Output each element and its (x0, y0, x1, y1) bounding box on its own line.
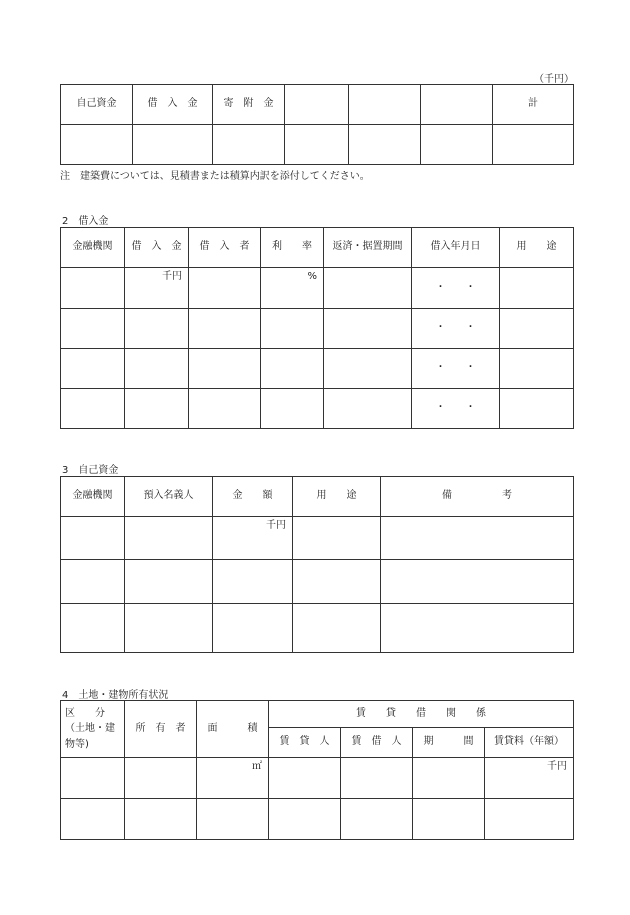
header-annual-rent: 賃貸料（年額） (485, 728, 574, 758)
header-lessee: 賃 借 人 (341, 728, 413, 758)
cell[interactable] (125, 604, 213, 653)
cell[interactable] (125, 560, 213, 604)
cell[interactable] (261, 349, 324, 389)
cell[interactable] (324, 389, 412, 429)
table-row (61, 758, 574, 799)
header-lessor: 賃 貸 人 (269, 728, 341, 758)
cell[interactable] (197, 799, 269, 840)
table-row (61, 268, 574, 309)
cell[interactable] (61, 268, 125, 309)
date-dots[interactable]: ・ ・ (412, 309, 500, 349)
table-row (61, 799, 574, 840)
section-3-title: 3 自己資金 (62, 465, 119, 476)
header-purpose: 用 途 (500, 228, 574, 268)
cell[interactable] (293, 517, 381, 560)
header-borrower: 借 入 者 (189, 228, 261, 268)
table-row (61, 349, 574, 389)
estimate-note: 注 建築費については、見積書または積算内訳を添付してください。 (60, 171, 370, 182)
unit-note: （千円） (534, 74, 574, 85)
cell[interactable] (61, 799, 125, 840)
header-owner: 所 有 者 (125, 701, 197, 758)
loan-table (60, 227, 574, 429)
cell[interactable] (189, 349, 261, 389)
cell[interactable] (324, 349, 412, 389)
header-loan-date: 借入年月日 (412, 228, 500, 268)
header-area: 面 積 (197, 701, 269, 758)
section-2-title: 2 借入金 (62, 216, 109, 227)
cell[interactable] (500, 309, 574, 349)
unit-thousand-yen[interactable]: 千円 (125, 268, 189, 309)
cell[interactable] (61, 560, 125, 604)
date-dots[interactable]: ・ ・ (412, 268, 500, 309)
cell[interactable] (485, 799, 574, 840)
cell[interactable] (133, 125, 213, 165)
cell[interactable] (125, 349, 189, 389)
table-row (61, 517, 574, 560)
cell[interactable] (324, 268, 412, 309)
header-interest-rate: 利 率 (261, 228, 324, 268)
cell[interactable] (61, 604, 125, 653)
unit-square-meter[interactable]: ㎡ (197, 758, 269, 799)
cell[interactable] (381, 560, 574, 604)
cell[interactable] (269, 799, 341, 840)
cell[interactable] (125, 517, 213, 560)
cell[interactable] (125, 389, 189, 429)
cell[interactable] (61, 349, 125, 389)
cell[interactable] (61, 309, 125, 349)
cell[interactable] (261, 309, 324, 349)
header-bank: 金融機関 (61, 228, 125, 268)
cell[interactable] (261, 389, 324, 429)
cell[interactable] (493, 125, 574, 165)
cell[interactable] (189, 268, 261, 309)
cell[interactable] (293, 604, 381, 653)
date-dots[interactable]: ・ ・ (412, 349, 500, 389)
header-loan-amount: 借 入 金 (125, 228, 189, 268)
unit-percent[interactable]: % (261, 268, 324, 309)
cell[interactable] (293, 560, 381, 604)
header-own-funds: 自己資金 (61, 85, 133, 125)
property-table (60, 700, 574, 840)
header-category: 区 分 （土地・建 物等) (61, 701, 125, 758)
unit-thousand-yen[interactable]: 千円 (213, 517, 293, 560)
cell[interactable] (61, 517, 125, 560)
header-amount: 金 額 (213, 477, 293, 517)
table-row (61, 560, 574, 604)
cell[interactable] (269, 758, 341, 799)
header-remarks: 備 考 (381, 477, 574, 517)
cell[interactable] (213, 125, 285, 165)
header-donation: 寄 附 金 (213, 85, 285, 125)
header-blank-1 (285, 85, 349, 125)
header-depositor-name: 預入名義人 (125, 477, 213, 517)
cell[interactable] (125, 799, 197, 840)
cell[interactable] (285, 125, 349, 165)
cell[interactable] (213, 604, 293, 653)
cell[interactable] (500, 268, 574, 309)
header-borrowing: 借 入 金 (133, 85, 213, 125)
header-purpose: 用 途 (293, 477, 381, 517)
table-row (61, 604, 574, 653)
date-dots[interactable]: ・ ・ (412, 389, 500, 429)
cell[interactable] (500, 349, 574, 389)
funding-table (60, 84, 574, 165)
cell[interactable] (421, 125, 493, 165)
header-total: 計 (493, 85, 574, 125)
cell[interactable] (381, 517, 574, 560)
cell[interactable] (500, 389, 574, 429)
cell[interactable] (189, 389, 261, 429)
header-blank-3 (421, 85, 493, 125)
section-4-title: 4 土地・建物所有状況 (62, 690, 169, 701)
cell[interactable] (61, 389, 125, 429)
cell[interactable] (324, 309, 412, 349)
unit-thousand-yen[interactable]: 千円 (485, 758, 574, 799)
cell[interactable] (213, 560, 293, 604)
table-row (61, 309, 574, 349)
table-row (61, 389, 574, 429)
cell[interactable] (349, 125, 421, 165)
cell[interactable] (413, 758, 485, 799)
cell[interactable] (125, 758, 197, 799)
cell[interactable] (413, 799, 485, 840)
own-funds-table (60, 476, 574, 653)
header-blank-2 (349, 85, 421, 125)
header-repayment-period: 返済・据置期間 (324, 228, 412, 268)
cell[interactable] (341, 758, 413, 799)
cell[interactable] (125, 309, 189, 349)
header-bank: 金融機関 (61, 477, 125, 517)
cell[interactable] (381, 604, 574, 653)
cell[interactable] (61, 125, 133, 165)
cell[interactable] (341, 799, 413, 840)
cell[interactable] (61, 758, 125, 799)
cell[interactable] (189, 309, 261, 349)
header-period: 期 間 (413, 728, 485, 758)
header-lease-relation: 賃 貸 借 関 係 (269, 701, 574, 728)
